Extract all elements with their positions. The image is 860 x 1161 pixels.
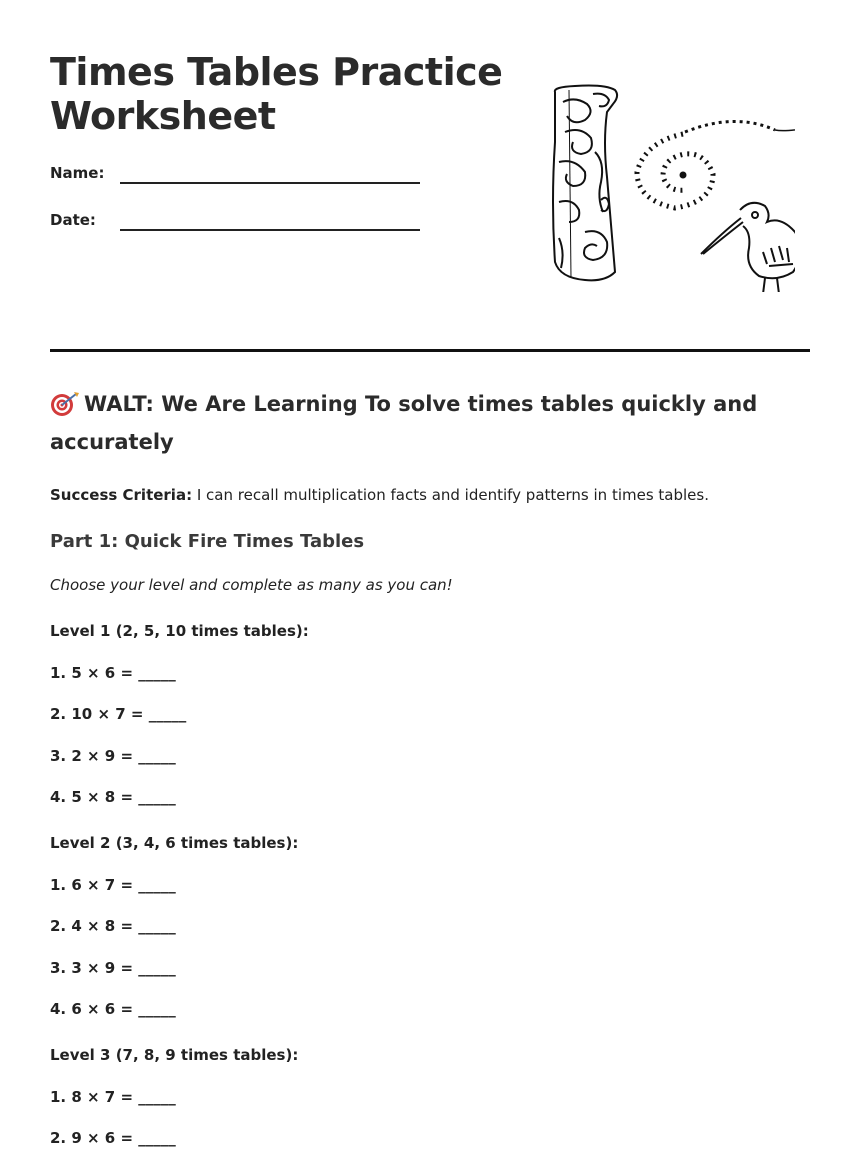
kiwi-bird-icon xyxy=(701,203,795,292)
level-3-heading: Level 3 (7, 8, 9 times tables): xyxy=(50,1046,299,1064)
level-3-question-1[interactable]: 1. 8 × 7 = _____ xyxy=(50,1087,176,1106)
level-1-heading: Level 1 (2, 5, 10 times tables): xyxy=(50,622,309,640)
level-1-question-3[interactable]: 3. 2 × 9 = _____ xyxy=(50,746,176,765)
part1-instruction: Choose your level and complete as many as you can! xyxy=(50,576,453,594)
level-1-question-2[interactable]: 2. 10 × 7 = _____ xyxy=(50,705,187,723)
page-title: Times Tables Practice Worksheet xyxy=(50,50,503,138)
level-3 xyxy=(50,1045,810,1148)
success-criteria-text: I can recall multiplication facts and identify patterns in times tables. xyxy=(196,486,709,504)
worksheet-content xyxy=(50,385,810,1148)
success-criteria-label: Success Criteria: xyxy=(50,486,193,504)
level-2 xyxy=(50,833,810,1019)
target-dart-icon xyxy=(50,391,80,417)
part1-heading: Part 1: Quick Fire Times Tables xyxy=(50,531,365,552)
level-2-question-1[interactable]: 1. 6 × 7 = _____ xyxy=(50,875,176,894)
header-divider xyxy=(50,349,810,352)
name-field-line[interactable] xyxy=(120,182,420,184)
date-label: Date: xyxy=(50,211,96,229)
name-label: Name: xyxy=(50,164,105,182)
koru-carving-icon xyxy=(553,86,617,281)
level-3-question-2[interactable]: 2. 9 × 6 = _____ xyxy=(50,1129,176,1147)
walt-text: WALT: We Are Learning To solve times tables quickly and accurately xyxy=(50,392,758,454)
level-1-question-1[interactable]: 1. 5 × 6 = _____ xyxy=(50,663,176,682)
maori-kiwi-illustration xyxy=(545,82,795,292)
success-criteria xyxy=(50,485,810,505)
level-2-question-2[interactable]: 2. 4 × 8 = _____ xyxy=(50,917,176,935)
level-2-heading: Level 2 (3, 4, 6 times tables): xyxy=(50,834,299,852)
level-1 xyxy=(50,621,810,807)
date-field-row xyxy=(50,211,470,235)
worksheet-header xyxy=(50,50,810,300)
level-2-question-3[interactable]: 3. 3 × 9 = _____ xyxy=(50,958,176,977)
level-2-question-4[interactable]: 4. 6 × 6 = _____ xyxy=(50,1000,176,1018)
name-field-row xyxy=(50,164,470,188)
level-1-question-4[interactable]: 4. 5 × 8 = _____ xyxy=(50,788,176,806)
walt-heading xyxy=(50,385,810,461)
date-field-line[interactable] xyxy=(120,229,420,231)
dotted-spiral-icon xyxy=(637,121,795,208)
